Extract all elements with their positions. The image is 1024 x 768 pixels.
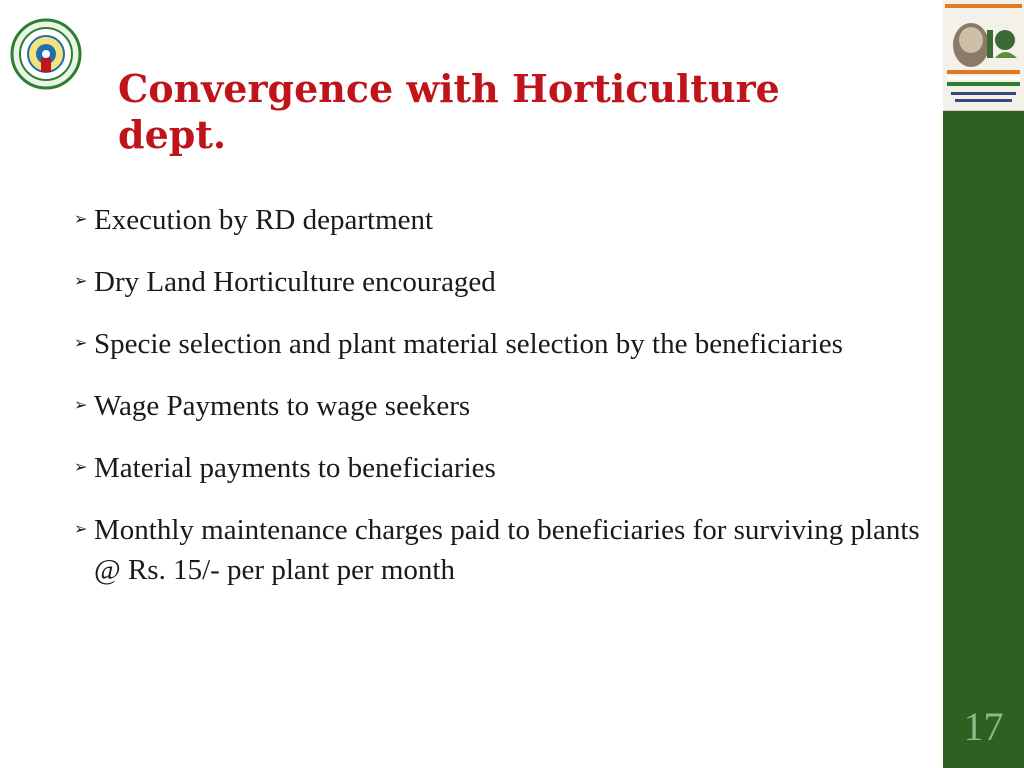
title-line-1: Convergence with Horticulture xyxy=(118,66,780,111)
bullet-text: Specie selection and plant material selection by the beneficiaries xyxy=(94,328,843,360)
right-sidebar xyxy=(943,0,1024,768)
arrow-bullet-icon: ➢ xyxy=(74,459,88,476)
bullet-item xyxy=(74,510,934,590)
arrow-bullet-icon: ➢ xyxy=(74,211,88,228)
page-number: 17 xyxy=(963,704,1004,749)
arrow-bullet-icon: ➢ xyxy=(74,273,88,290)
title-line-2: dept. xyxy=(118,112,227,157)
arrow-bullet-icon: ➢ xyxy=(74,521,88,538)
bullet-item xyxy=(74,324,934,364)
bullet-text: Monthly maintenance charges paid to beneficiaries for surviving plants @ Rs. 15/- per plant per month xyxy=(94,514,920,586)
bullet-text: Execution by RD department xyxy=(94,204,434,236)
bullet-text: Material payments to beneficiaries xyxy=(94,452,496,484)
bullet-text: Dry Land Horticulture encouraged xyxy=(94,266,496,298)
bullet-item xyxy=(74,262,934,302)
bullet-item xyxy=(74,386,934,426)
bullet-item xyxy=(74,200,934,240)
mgnrega-logo-icon xyxy=(943,0,1024,111)
bullet-list xyxy=(74,200,934,612)
arrow-bullet-icon: ➢ xyxy=(74,335,88,352)
government-emblem-icon xyxy=(10,18,82,90)
arrow-bullet-icon: ➢ xyxy=(74,397,88,414)
bullet-text: Wage Payments to wage seekers xyxy=(94,390,471,422)
slide-title xyxy=(118,66,918,158)
bullet-item xyxy=(74,448,934,488)
